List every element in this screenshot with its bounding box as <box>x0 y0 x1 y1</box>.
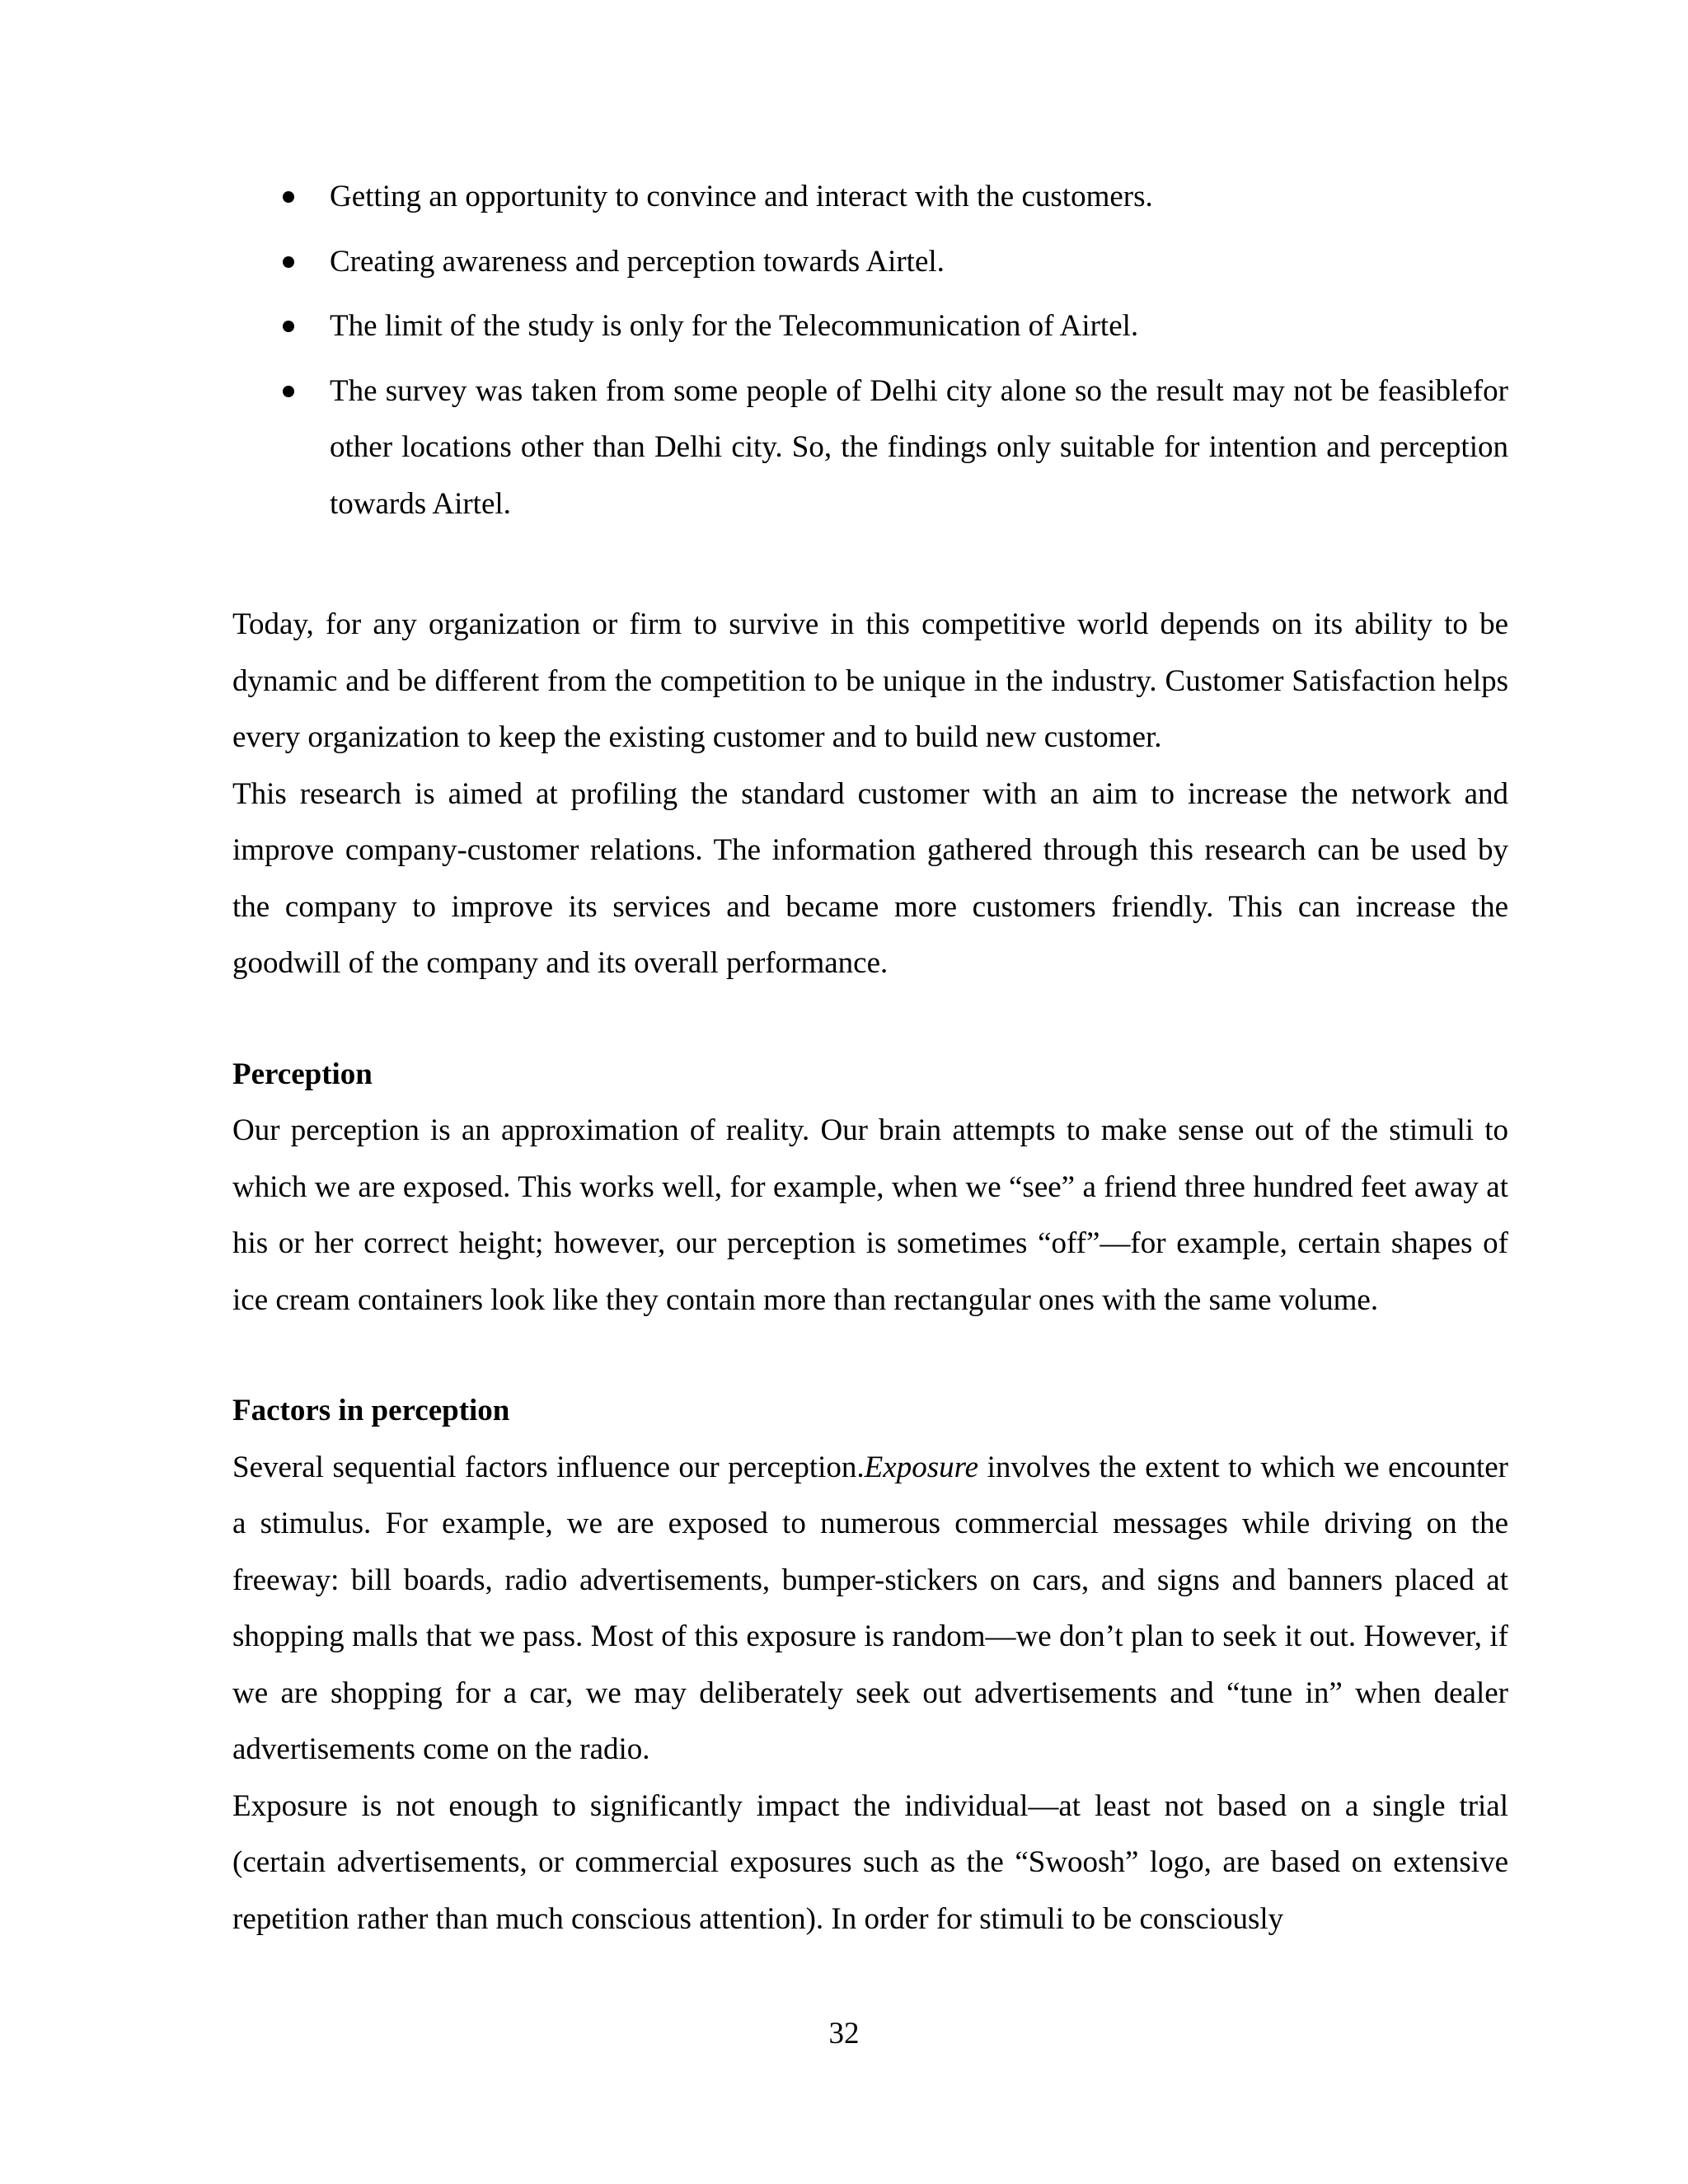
factors-p1-rest: involves the extent to which we encounter a stimulus. For example, we are exposed to numerous commercial messages while driving on the freeway: bill boards, radio advertisements, bumper-stickers on cars, and signs and banners placed at shopping malls that we pass. Most of this exposure is random—we don’t plan to seek it out. However, if we are shopping for a car, we may deliberately seek out advertisements and “tune in” when dealer advertisements come on the radio. <box>232 1450 1509 1766</box>
spacer <box>232 1329 1508 1383</box>
bullet-icon <box>283 321 294 332</box>
page-content <box>232 169 1508 1947</box>
bullet-list <box>232 169 1508 532</box>
intro-paragraph-1: Today, for any organization or firm to survive in this competitive world depends on its ability to be dynamic and be different from the competition to be unique in the industry. Customer Satisfaction helps every organization to keep the existing customer and to build new customer. <box>232 607 1508 754</box>
bullet-text: Getting an opportunity to convince and interact with the customers. <box>330 180 1153 213</box>
section-heading-factors: Factors in perception <box>232 1394 510 1427</box>
bullet-icon <box>283 386 294 397</box>
bullet-item <box>232 234 1508 291</box>
factors-paragraph-2: Exposure is not enough to significantly impact the individual—at least not based on a single trial (certain advertisements, or commercial exposures such as the “Swoosh” logo, are based on extensive repetition rather than much conscious attention). In order for stimuli to be consciously <box>232 1788 1508 1936</box>
page-number: 32 <box>828 2017 860 2050</box>
exposure-term: Exposure <box>864 1450 979 1484</box>
factors-p1-start: Several sequential factors influence our perception. <box>232 1450 865 1484</box>
bullet-icon <box>283 256 294 268</box>
perception-paragraph: Our perception is an approximation of reality. Our brain attempts to make sense out of the stimuli to which we are exposed. This works well, for example, when we “see” a friend three hundred feet away at his or her correct height; however, our perception is sometimes “off”—for example, certain shapes of ice cream containers look like they contain more than rectangular ones with the same volume. <box>232 1113 1508 1317</box>
bullet-item <box>232 169 1508 226</box>
section-heading-perception: Perception <box>232 1057 373 1091</box>
intro-paragraph-2: This research is aimed at profiling the standard customer with an aim to increase the network and improve company-customer relations. The information gathered through this research can be used by the company to improve its services and became more customers friendly. This can increase the goodwill of the company and its overall performance. <box>232 776 1508 980</box>
bullet-text: The limit of the study is only for the Telecommunication of Airtel. <box>330 309 1139 343</box>
spacer <box>232 992 1508 1047</box>
bullet-icon <box>283 191 294 203</box>
bullet-item <box>232 298 1508 355</box>
factors-paragraph-1 <box>232 1440 1508 1779</box>
bullet-item <box>232 363 1508 533</box>
spacer <box>232 541 1508 597</box>
bullet-text: The survey was taken from some people of Delhi city alone so the result may not be feasiblefor other locations other than Delhi city. So, the findings only suitable for intention and perception towards Airtel. <box>330 373 1508 521</box>
bullet-text: Creating awareness and perception towards Airtel. <box>330 244 945 279</box>
